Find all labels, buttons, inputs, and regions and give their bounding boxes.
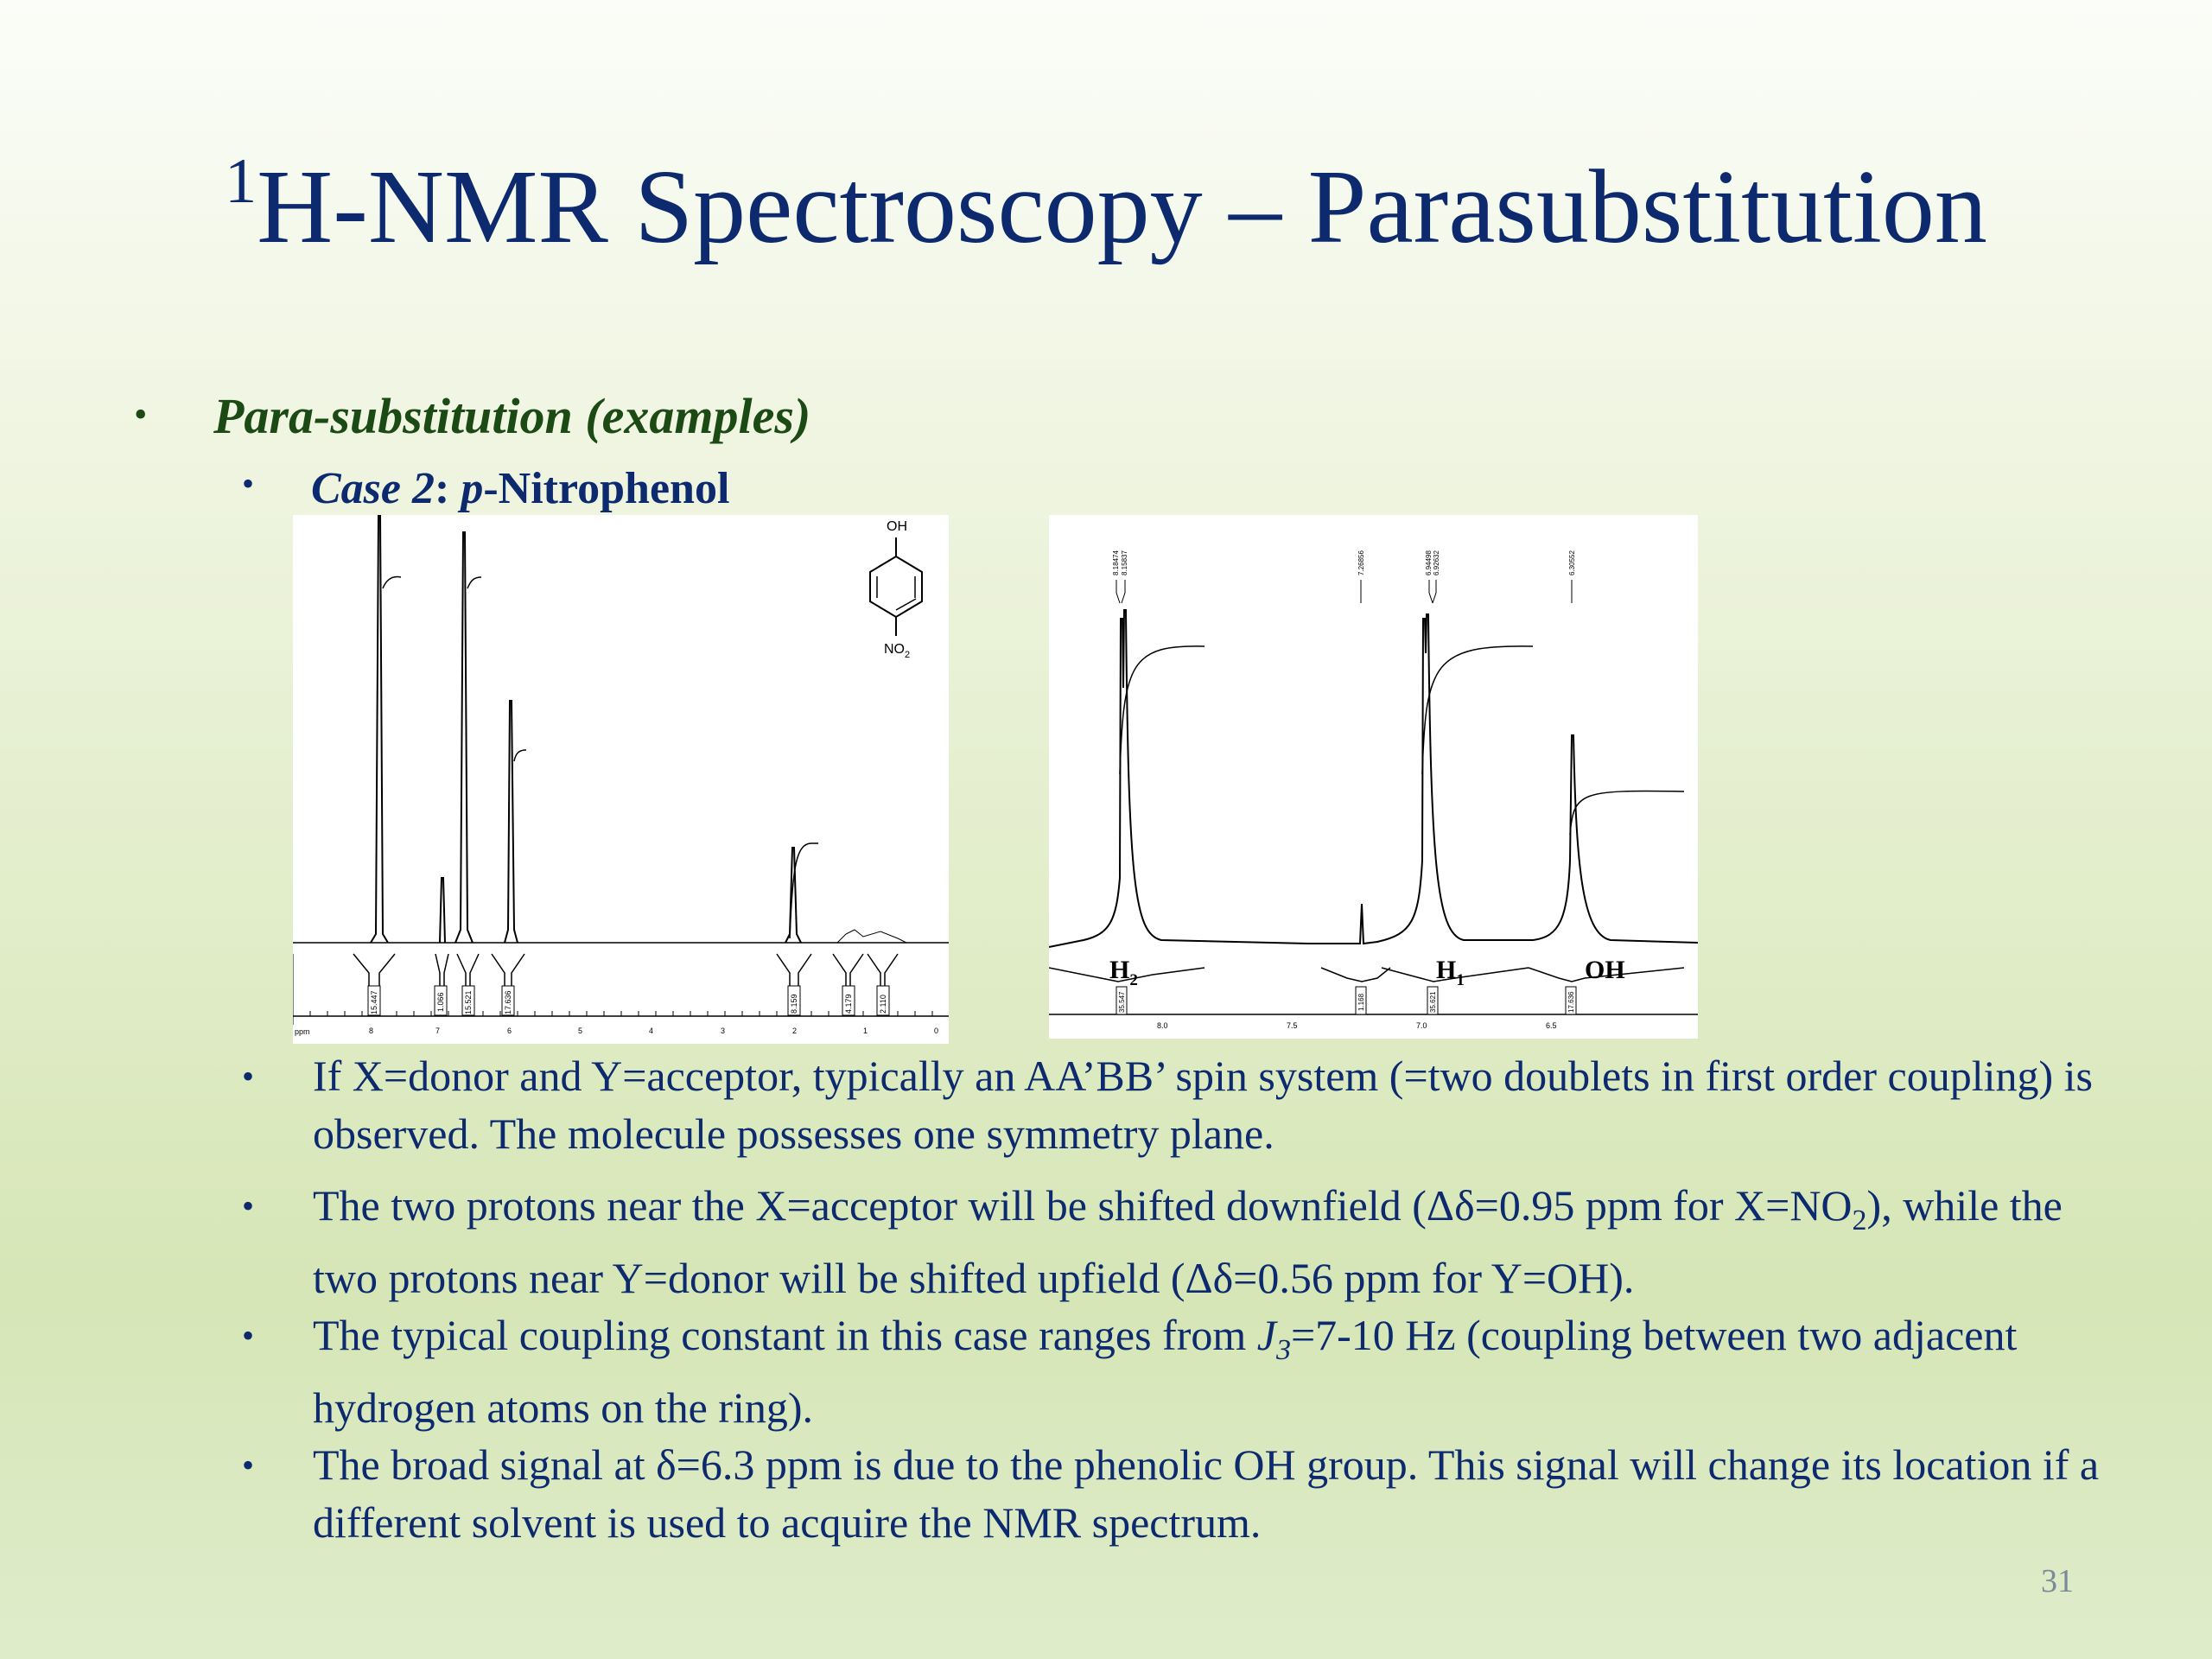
nmr-spectrum-expanded — [1049, 515, 1698, 1039]
case-2-heading — [311, 463, 729, 514]
axis-tick: 2 — [792, 1027, 798, 1035]
bullet-symbol: • — [242, 1446, 255, 1484]
peak-label-oh: OH — [1585, 956, 1625, 984]
paragraph-shifts — [242, 1177, 2136, 1307]
peak-shift-label: 8.15837 — [1121, 550, 1128, 575]
integral-label: 17.636 — [504, 990, 512, 1014]
axis-tick: 7.5 — [1287, 1021, 1298, 1030]
integral-label: 17.636 — [1567, 991, 1575, 1013]
molecule-structure — [870, 537, 922, 636]
j-symbol: J — [1256, 1311, 1276, 1359]
structure-oh-label: OH — [887, 519, 907, 534]
peak-label-h2: $H_2$ — [1109, 956, 1138, 989]
integral-label: 1.066 — [436, 992, 445, 1012]
subscript: 2 — [1852, 1205, 1867, 1236]
axis-tick: 5 — [578, 1027, 583, 1035]
bullet-symbol: • — [242, 1186, 255, 1225]
peak-shift-label: 7.26856 — [1357, 550, 1365, 575]
paragraph-coupling — [242, 1306, 2136, 1437]
axis-tick: 7.0 — [1416, 1021, 1427, 1030]
page-number: 31 — [2041, 1563, 2074, 1599]
subscript: 3 — [1275, 1334, 1291, 1366]
bullet-text: Para-substitution (examples) — [213, 388, 811, 444]
compound-name: -Nitrophenol — [483, 464, 730, 513]
paragraph-text: If X=donor and Y=acceptor, typically an AA’BB’ spin system (=two doublets in first order coupling) is observed. The molecule possesses one symmetry plane. — [313, 1052, 2093, 1158]
peak-shift-label: 6.92632 — [1433, 550, 1440, 575]
paragraph-spin-system — [242, 1047, 2136, 1163]
axis-tick: 8 — [369, 1027, 374, 1035]
integral-label: 15.447 — [370, 990, 378, 1014]
peak-shift-label: 6.94498 — [1425, 550, 1433, 575]
axis-tick: 8.0 — [1157, 1021, 1168, 1030]
para-prefix: p — [461, 464, 484, 513]
peak-shift-label: 6.30552 — [1568, 550, 1576, 575]
title-superscript: 1 — [225, 146, 257, 217]
integral-label: 35.621 — [1429, 991, 1437, 1013]
case-label: Case 2 — [311, 464, 435, 513]
slide-title — [0, 147, 2212, 268]
axis-tick: 3 — [721, 1027, 726, 1035]
bullet-symbol: • — [242, 464, 255, 503]
peak-label-h1: $H_1$ — [1436, 956, 1465, 989]
axis-tick: 0 — [934, 1027, 939, 1035]
paragraph-text: The broad signal at δ=6.3 ppm is due to the phenolic OH group. This signal will change its location if a different solvent is used to acquire the NMR spectrum. — [313, 1440, 2100, 1547]
axis-tick: 1 — [863, 1027, 868, 1035]
bullet-symbol: • — [242, 1057, 255, 1096]
integral-label: 1.168 — [1357, 993, 1365, 1011]
integral-label: 4.179 — [844, 994, 853, 1014]
axis-tick: 6 — [507, 1027, 512, 1035]
axis-tick: 7 — [435, 1027, 441, 1035]
paragraph-text-b: =7-10 Hz (coupling between two adjacent hydrogen atoms on the ring). — [313, 1311, 2018, 1432]
case-colon: : — [435, 464, 461, 513]
title-text: H-NMR Spectroscopy – Parasubstitution — [257, 149, 1987, 265]
nmr-spectrum-full — [293, 515, 949, 1044]
paragraph-text-a: The typical coupling constant in this case ranges from — [313, 1311, 1257, 1359]
integral-label: 35.547 — [1118, 991, 1126, 1013]
integral-label: 2.110 — [879, 995, 887, 1014]
integral-label: 15.521 — [464, 990, 473, 1014]
bullet-symbol: • — [242, 1316, 255, 1355]
paragraph-oh-signal — [242, 1436, 2136, 1552]
peak-shift-label: 8.18474 — [1112, 550, 1120, 575]
axis-tick: 6.5 — [1546, 1021, 1557, 1030]
paragraph-text-b: ), while the two protons near Y=donor will be shifted upfield (Δδ=0.56 ppm for Y=OH). — [313, 1181, 2063, 1302]
bullet-symbol: • — [134, 393, 148, 435]
axis-tick: 4 — [649, 1027, 654, 1035]
structure-no2-label: $NO_2$ — [884, 642, 911, 660]
integral-label: 8.159 — [790, 994, 798, 1014]
axis-unit: ppm — [295, 1027, 310, 1036]
paragraph-text-a: The two protons near the X=acceptor will be shifted downfield (Δδ=0.95 ppm for X=NO — [313, 1181, 1853, 1230]
